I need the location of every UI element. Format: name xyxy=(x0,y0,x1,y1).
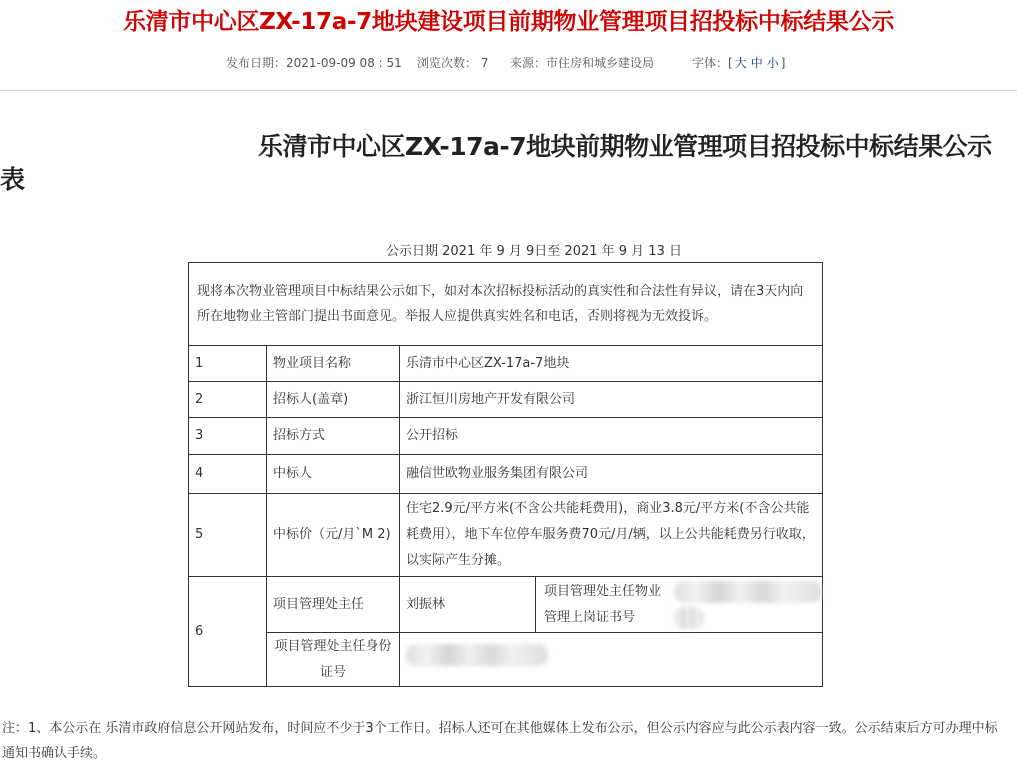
row-label: 中标价（元/月`M 2) xyxy=(267,494,400,577)
font-large-link[interactable]: 大 xyxy=(734,56,747,70)
row-number: 6 xyxy=(189,577,267,687)
row-value: 融信世欧物业服务集团有限公司 xyxy=(400,455,823,494)
row-value: 浙江恒川房地产开发有限公司 xyxy=(400,382,823,418)
row-label: 物业项目名称 xyxy=(267,346,400,382)
table-row xyxy=(189,455,823,494)
table-row xyxy=(189,577,823,633)
director-label: 项目管理处主任 xyxy=(267,577,400,633)
row-label: 招标人(盖章) xyxy=(267,382,400,418)
row-number: 1 xyxy=(189,346,267,382)
header-divider xyxy=(0,90,1017,91)
row-value: 住宅2.9元/平方米(不含公共能耗费用)，商业3.8元/平方米(不含公共能耗费用），地下车位停车服务费70元/月/辆，以上公共能耗费另行收取，以实际产生分摊。 xyxy=(400,494,823,577)
font-size-close: ] xyxy=(780,56,786,70)
notice-date: 公示日期 2021 年 9 月 9日至 2021 年 9 月 13 日 xyxy=(386,244,682,259)
table-row xyxy=(189,382,823,418)
cert-label: 项目管理处主任物业管理上岗证书号 xyxy=(544,583,662,625)
result-table xyxy=(188,262,823,687)
row-number: 2 xyxy=(189,382,267,418)
table-row xyxy=(189,418,823,455)
row-value: 公开招标 xyxy=(400,418,823,455)
font-size-control xyxy=(692,54,785,71)
row-label: 招标方式 xyxy=(267,418,400,455)
intro-cell: 现将本次物业管理项目中标结果公示如下，如对本次招标投标活动的真实性和合法性有异议，请在3天内向所在地物业主管部门提出书面意见。举报人应提供真实姓名和电话，否则将视为无效投诉。 xyxy=(189,263,823,346)
cert-cell xyxy=(536,577,823,633)
table-row xyxy=(189,633,823,687)
view-count: 浏览次数： 7 xyxy=(417,56,489,70)
intro-row xyxy=(189,263,823,346)
id-label: 项目管理处主任身份证号 xyxy=(267,633,400,687)
table-row xyxy=(189,346,823,382)
id-value-cell xyxy=(400,633,823,687)
footnote: 注：1、本公示在 乐清市政府信息公开网站发布，时间应不少于3个工作日。招标人还可在其他媒体上发布公示，但公示内容应与此公示表内容一致。公示结束后方可办理中标通知书确认手续。 xyxy=(2,721,998,761)
redacted-id-number xyxy=(406,644,548,666)
row-number: 4 xyxy=(189,455,267,494)
source: 来源：市住房和城乡建设局 xyxy=(510,56,655,70)
row-number: 3 xyxy=(189,418,267,455)
redacted-cert-number xyxy=(674,581,822,603)
font-small-link[interactable]: 小 xyxy=(766,56,779,70)
row-label: 中标人 xyxy=(267,455,400,494)
table-row xyxy=(189,494,823,577)
row-number: 5 xyxy=(189,494,267,577)
director-value: 刘振林 xyxy=(400,577,536,633)
document-heading: 乐清市中心区ZX-17a-7地块前期物业管理项目招投标中标结果公示表 xyxy=(0,132,992,194)
publish-date: 发布日期：2021-09-09 08 : 51 xyxy=(226,56,402,70)
font-size-label: 字体：[ xyxy=(692,56,733,70)
redacted-cert-number-continued xyxy=(674,607,704,629)
font-medium-link[interactable]: 中 xyxy=(750,56,763,70)
row-value: 乐清市中心区ZX-17a-7地块 xyxy=(400,346,823,382)
page-title: 乐清市中心区ZX-17a-7地块建设项目前期物业管理项目招投标中标结果公示 xyxy=(122,9,895,35)
